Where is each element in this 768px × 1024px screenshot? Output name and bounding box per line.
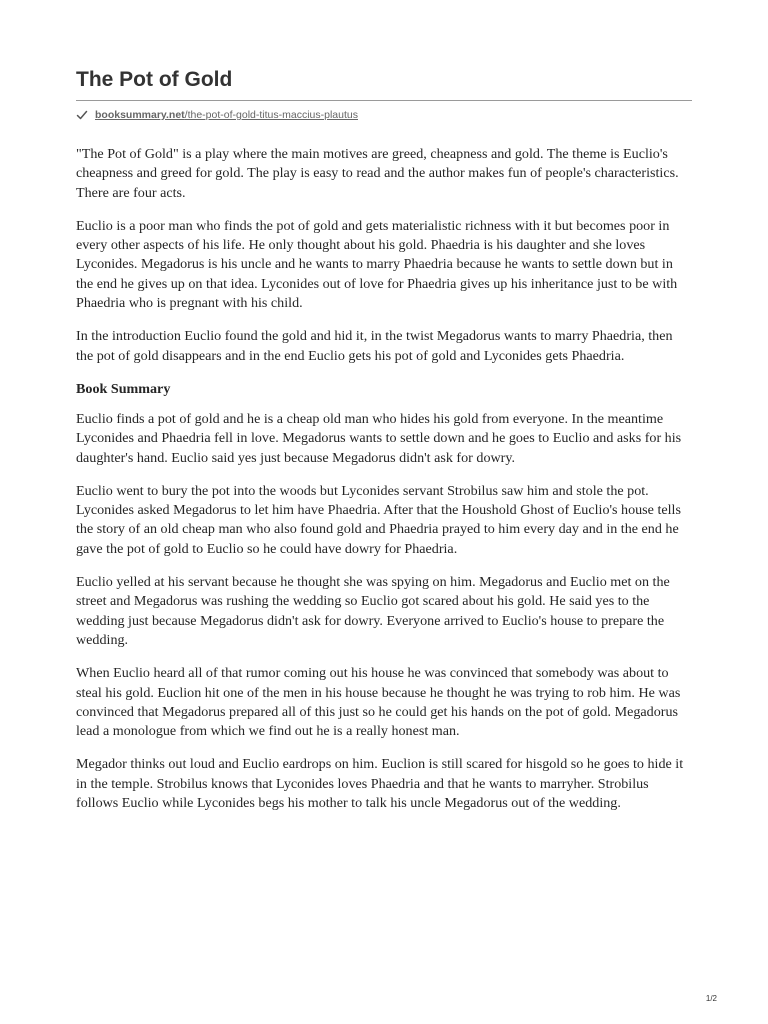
page-title: The Pot of Gold: [76, 66, 692, 101]
paragraph: Megador thinks out loud and Euclio eardrops on him. Euclion is still scared for hisgold so he goes to hide it in the temple. Strobilus knows that Lyconides loves Phaedria and that he wants to marryher. Strobilus follows Euclio while Lyconides begs his mother to talk his uncle Megadorus out of the wedding.: [76, 756, 684, 812]
source-path: /the-pot-of-gold-titus-maccius-plautus: [184, 109, 358, 121]
section-heading: Book Summary: [76, 380, 171, 397]
paragraph: Euclio yelled at his servant because he thought she was spying on him. Megadorus and Euclio met on the street and Megadorus was rushing the wedding so Euclio got scared about his gold. He said yes to the wedding just because Megadorus didn't ask for dowry. Everyone arrived to Euclio's house to prepare the wedding.: [76, 574, 670, 648]
source-link-row: [76, 107, 692, 123]
paragraph: In the introduction Euclio found the gold and hid it, in the twist Megadorus wants to marry Phaedria, then the pot of gold disappears and in the end Euclio gets his pot of gold and Lyconides gets Phaedria.: [76, 328, 673, 364]
paragraph: When Euclio heard all of that rumor coming out his house he was convinced that somebody was about to steal his gold. Euclion hit one of the men in his house because he thought he was trying to rob him. He was convinced that Megadorus prepared all of this just so he could get his hands on the pot of gold. Megadorus lead a monologue from which we find out he is a really honest man.: [76, 665, 681, 740]
paragraph: "The Pot of Gold" is a play where the main motives are greed, cheapness and gold. The theme is Euclio's cheapness and greed for gold. The play is easy to read and the author makes fun of people's characteristics. There are four acts.: [76, 146, 679, 201]
article-body: [76, 145, 692, 813]
paragraph: Euclio went to bury the pot into the woods but Lyconides servant Strobilus saw him and stole the pot. Lyconides asked Megadorus to let him have Phaedria. After that the Houshold Ghost of Euclio's house tells the story of an old cheap man who also found gold and Phaedria prayed to him every day and in the end he gave the pot of gold to Euclio so he could have dowry for Phaedria.: [76, 482, 681, 557]
page-number: 1/2: [705, 994, 717, 1003]
check-icon: [76, 109, 88, 121]
paragraph: Euclio is a poor man who finds the pot of gold and gets materialistic richness with it but becomes poor in every other aspects of his life. He only thought about his gold. Phaedria is his daughter and she loves Lyconides. Megadorus is his uncle and he wants to marry Phaedria because he wants to settle down but in the end he gives up on that idea. Lyconides out of love for Phaedria gives up his inheritance just to be with Phaedria who is pregnant with his child.: [76, 217, 678, 312]
document-page: [76, 66, 692, 827]
source-link[interactable]: [95, 107, 358, 123]
source-domain: booksummary.net: [95, 109, 185, 121]
paragraph: Euclio finds a pot of gold and he is a cheap old man who hides his gold from everyone. In the meantime Lyconides and Phaedria fell in love. Megadorus wants to settle down and he goes to Euclio and asks for his daughter's hand. Euclio said yes just because Megadorus didn't ask for dowry.: [76, 410, 682, 466]
